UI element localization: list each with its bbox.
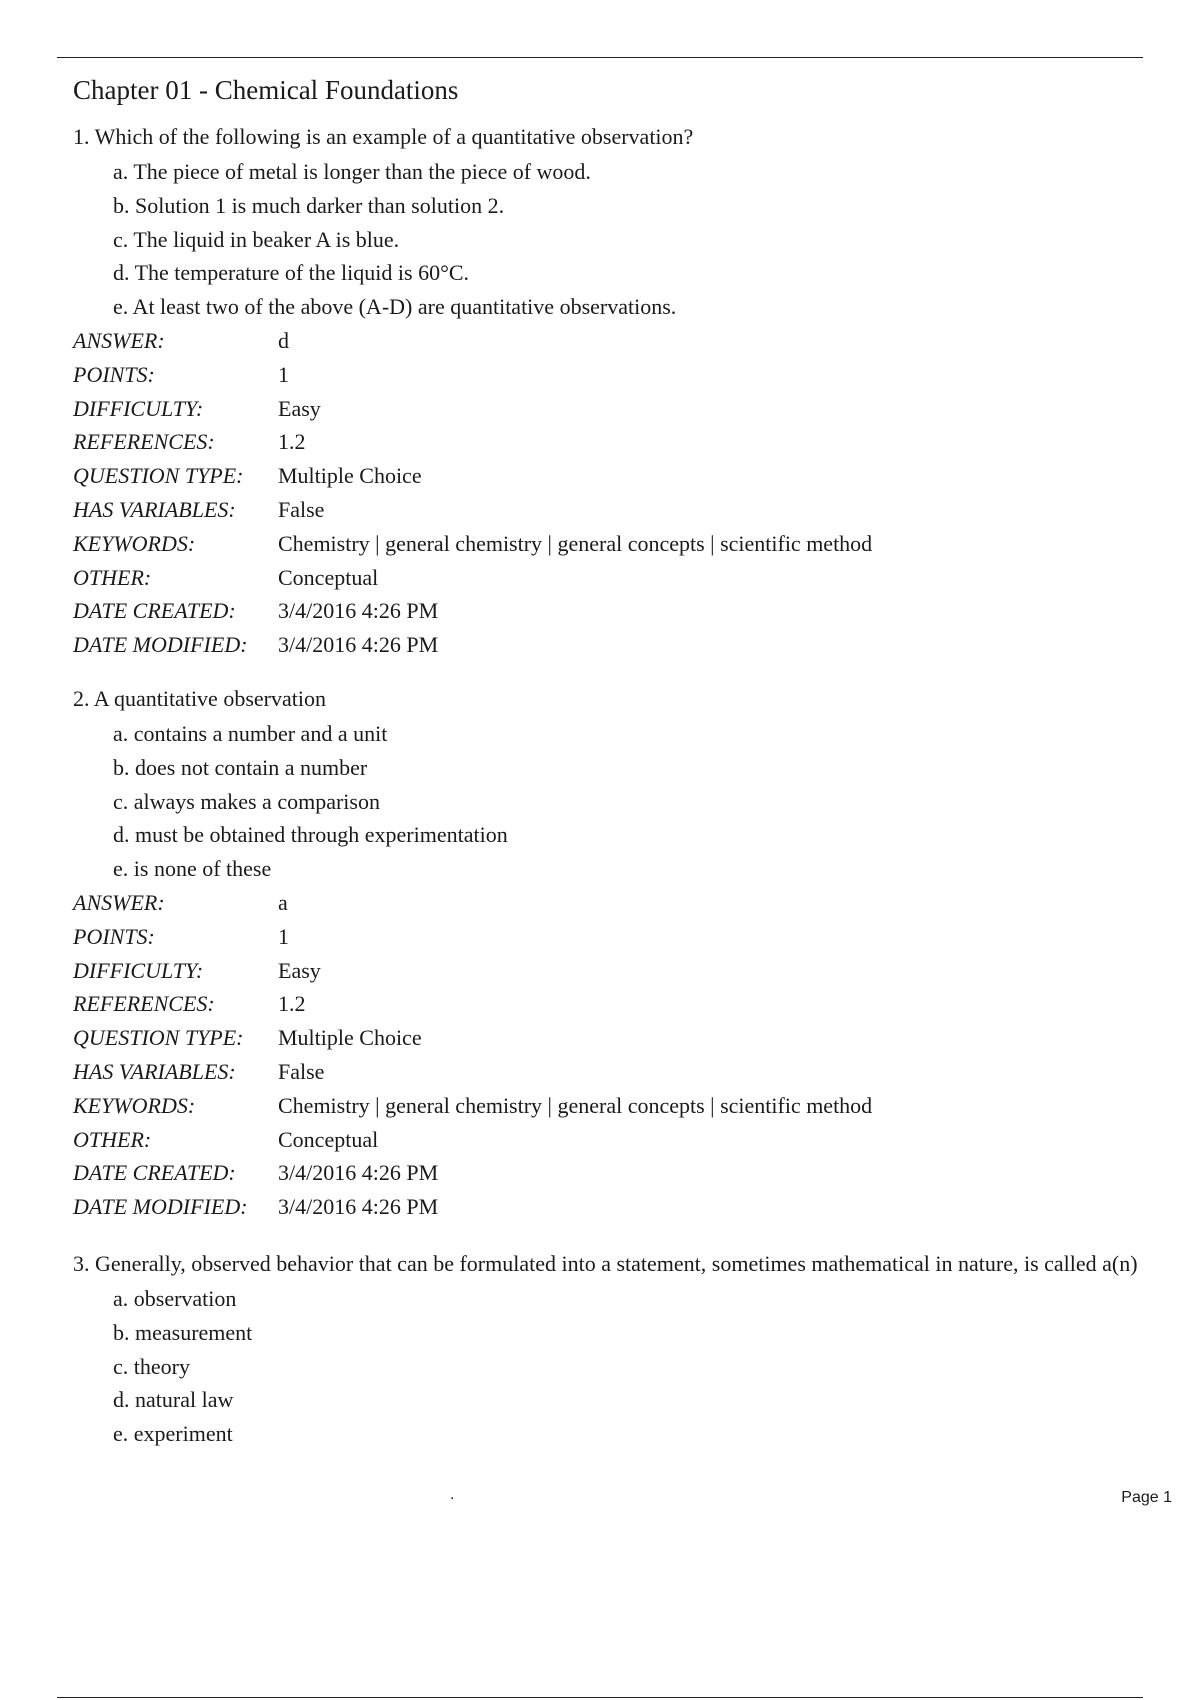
page-title: Chapter 01 - Chemical Foundations	[73, 75, 459, 105]
option-b: b. measurement	[113, 1319, 253, 1345]
question-1	[73, 123, 1141, 662]
option-d: d. The temperature of the liquid is 60°C.	[113, 260, 470, 286]
option-a: a. The piece of metal is longer than the piece of wood.	[113, 159, 591, 184]
meta-question-type	[73, 1021, 1141, 1055]
option-a: a. contains a number and a unit	[113, 721, 388, 746]
meta-value: d	[278, 327, 289, 353]
meta-value: Multiple Choice	[278, 1025, 422, 1051]
meta-label: OTHER:	[73, 564, 152, 590]
option-d: d. natural law	[113, 1387, 234, 1413]
meta-points	[73, 358, 1141, 392]
meta-label: POINTS:	[73, 361, 155, 387]
option-b: b. Solution 1 is much darker than solution 2.	[113, 192, 505, 218]
meta-other	[73, 1123, 1141, 1157]
meta-label: POINTS:	[73, 923, 155, 949]
meta-value: 3/4/2016 4:26 PM	[278, 632, 439, 658]
meta-points	[73, 920, 1141, 954]
meta-keywords	[73, 527, 1141, 561]
question-3	[73, 1250, 1141, 1451]
top-rule	[57, 57, 1143, 58]
meta-references	[73, 987, 1141, 1021]
meta-value: 1	[278, 361, 289, 387]
meta-date-modified	[73, 1190, 1141, 1224]
meta-label: KEYWORDS:	[73, 1092, 196, 1118]
option-c: c. always makes a comparison	[113, 788, 380, 814]
meta-label: OTHER:	[73, 1126, 152, 1152]
meta-has-variables	[73, 1055, 1141, 1089]
question-stem: 1. Which of the following is an example of a quantitative observation?	[73, 124, 694, 149]
meta-label: ANSWER:	[73, 327, 165, 353]
meta-value: Conceptual	[278, 564, 379, 590]
meta-value: False	[278, 1058, 325, 1084]
meta-value: Multiple Choice	[278, 463, 422, 489]
meta-label: DATE CREATED:	[73, 598, 236, 624]
option-e: e. is none of these	[113, 856, 272, 882]
footer-dot: .	[450, 1486, 455, 1503]
option-c: c. The liquid in beaker A is blue.	[113, 226, 400, 252]
meta-label: KEYWORDS:	[73, 530, 196, 556]
meta-answer	[73, 886, 1141, 920]
meta-label: DATE CREATED:	[73, 1160, 236, 1186]
meta-value: 1	[278, 923, 289, 949]
meta-keywords	[73, 1089, 1141, 1123]
question-stem: 2. A quantitative observation	[73, 686, 326, 711]
option-b: b. does not contain a number	[113, 754, 368, 780]
meta-value: Chemistry | general chemistry | general concepts | scientific method	[278, 530, 873, 556]
question-stem: 3. Generally, observed behavior that can be formulated into a statement, sometimes mathematical in nature, is called a(n)	[73, 1251, 1138, 1276]
option-e: e. experiment	[113, 1421, 233, 1447]
meta-value: Easy	[278, 395, 321, 421]
bottom-rule	[57, 1697, 1143, 1698]
meta-value: Chemistry | general chemistry | general concepts | scientific method	[278, 1092, 873, 1118]
meta-date-created	[73, 1156, 1141, 1190]
meta-references	[73, 425, 1141, 459]
meta-answer	[73, 324, 1141, 358]
meta-value: Conceptual	[278, 1126, 379, 1152]
meta-value: 1.2	[278, 991, 306, 1017]
meta-value: 3/4/2016 4:26 PM	[278, 1194, 439, 1220]
meta-label: QUESTION TYPE:	[73, 463, 244, 489]
meta-date-created	[73, 594, 1141, 628]
meta-question-type	[73, 459, 1141, 493]
meta-label: DIFFICULTY:	[73, 395, 204, 421]
meta-value: a	[278, 889, 288, 915]
meta-value: 3/4/2016 4:26 PM	[278, 1160, 439, 1186]
meta-label: REFERENCES:	[73, 429, 215, 455]
meta-value: False	[278, 496, 325, 522]
meta-label: DIFFICULTY:	[73, 957, 204, 983]
option-d: d. must be obtained through experimentation	[113, 822, 508, 848]
meta-label: DATE MODIFIED:	[73, 632, 248, 658]
meta-label: REFERENCES:	[73, 991, 215, 1017]
page-number: Page 1	[1121, 1489, 1172, 1506]
question-2	[73, 685, 1141, 1224]
meta-value: Easy	[278, 957, 321, 983]
option-a: a. observation	[113, 1286, 237, 1311]
meta-has-variables	[73, 493, 1141, 527]
meta-difficulty	[73, 954, 1141, 988]
meta-label: QUESTION TYPE:	[73, 1025, 244, 1051]
option-e: e. At least two of the above (A-D) are quantitative observations.	[113, 294, 677, 320]
meta-label: HAS VARIABLES:	[73, 496, 236, 522]
meta-value: 3/4/2016 4:26 PM	[278, 598, 439, 624]
meta-difficulty	[73, 392, 1141, 426]
option-c: c. theory	[113, 1353, 190, 1379]
meta-label: DATE MODIFIED:	[73, 1194, 248, 1220]
meta-date-modified	[73, 628, 1141, 662]
meta-label: HAS VARIABLES:	[73, 1058, 236, 1084]
meta-label: ANSWER:	[73, 889, 165, 915]
meta-value: 1.2	[278, 429, 306, 455]
meta-other	[73, 561, 1141, 595]
